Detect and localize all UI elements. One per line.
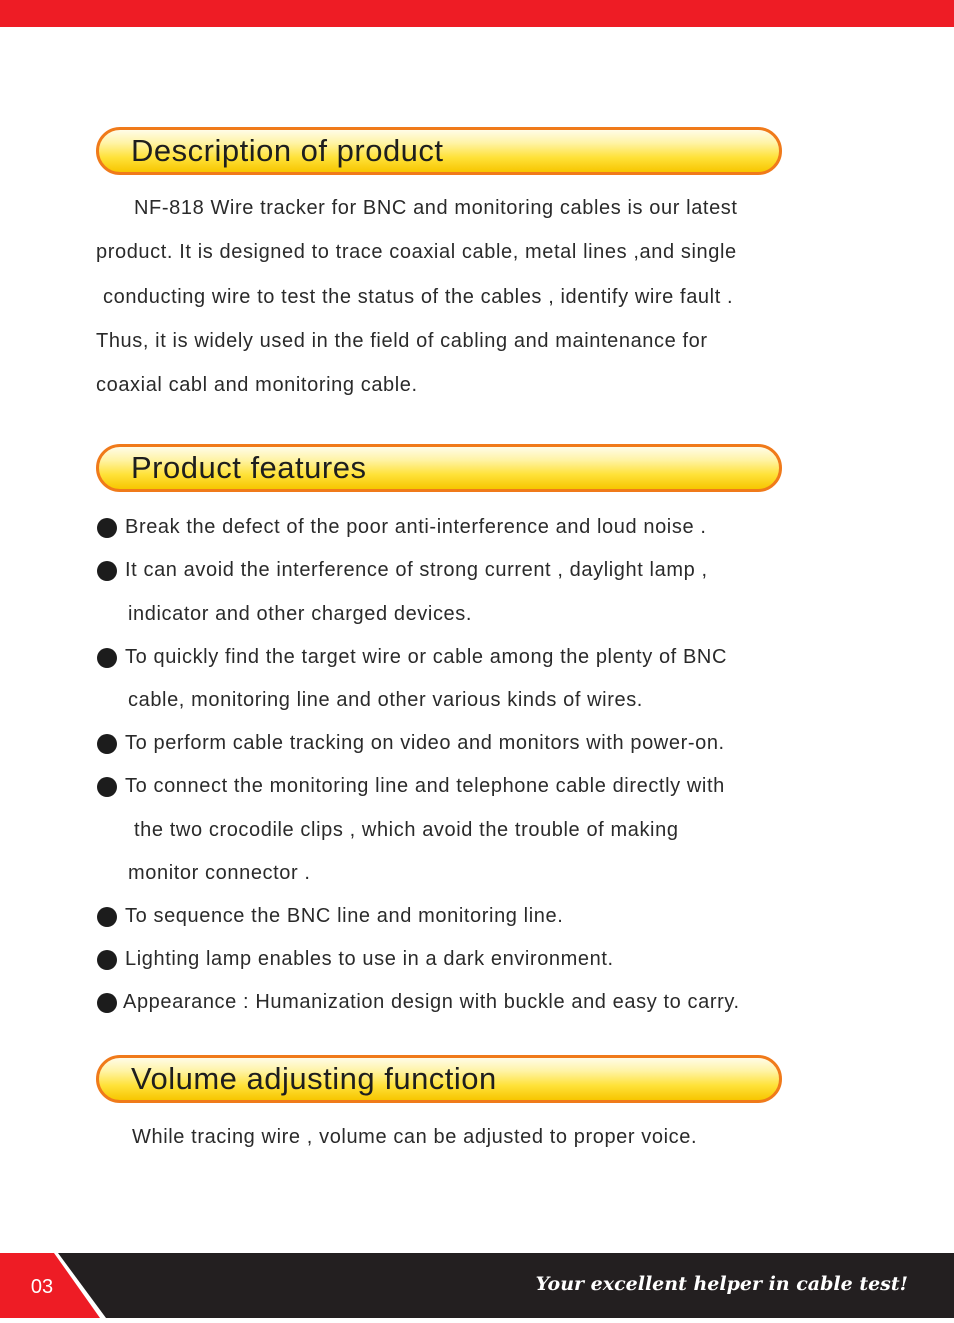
volume-line: While tracing wire , volume can be adjusted to proper voice. bbox=[132, 1126, 698, 1148]
description-section-title: Description of product bbox=[131, 133, 444, 168]
page-number: 03 bbox=[30, 1276, 54, 1298]
bullet-icon bbox=[97, 648, 117, 668]
description-line: coaxial cabl and monitoring cable. bbox=[96, 374, 418, 396]
description-section-header bbox=[96, 127, 782, 175]
bullet-icon bbox=[97, 561, 117, 581]
features-section-header bbox=[96, 444, 782, 492]
description-line: Thus, it is widely used in the field of cabling and maintenance for bbox=[96, 330, 708, 352]
features-section-title: Product features bbox=[131, 450, 367, 485]
description-line: conducting wire to test the status of the cables , identify wire fault . bbox=[103, 286, 734, 308]
feature-line: To perform cable tracking on video and monitors with power-on. bbox=[125, 732, 725, 754]
description-line: NF-818 Wire tracker for BNC and monitoring cables is our latest bbox=[134, 197, 738, 219]
volume-section-title: Volume adjusting function bbox=[131, 1061, 497, 1096]
top-accent-bar bbox=[0, 0, 954, 27]
feature-line: Appearance : Humanization design with buckle and easy to carry. bbox=[123, 991, 740, 1013]
footer-band bbox=[0, 1253, 954, 1318]
description-line: product. It is designed to trace coaxial cable, metal lines ,and single bbox=[96, 241, 737, 263]
feature-line: To sequence the BNC line and monitoring line. bbox=[125, 905, 564, 927]
bullet-icon bbox=[97, 993, 117, 1013]
bullet-icon bbox=[97, 907, 117, 927]
volume-section-header bbox=[96, 1055, 782, 1103]
bullet-icon bbox=[97, 518, 117, 538]
page-footer bbox=[0, 1253, 954, 1318]
footer-tagline: Your excellent helper in cable test! bbox=[535, 1273, 908, 1295]
feature-line: cable, monitoring line and other various kinds of wires. bbox=[128, 689, 643, 711]
feature-line: Break the defect of the poor anti-interference and loud noise . bbox=[125, 516, 707, 538]
feature-line: the two crocodile clips , which avoid the trouble of making bbox=[134, 819, 679, 841]
bullet-icon bbox=[97, 777, 117, 797]
feature-line: indicator and other charged devices. bbox=[128, 603, 473, 625]
bullet-icon bbox=[97, 734, 117, 754]
feature-line: To quickly find the target wire or cable among the plenty of BNC bbox=[125, 646, 728, 668]
feature-line: To connect the monitoring line and telephone cable directly with bbox=[125, 775, 725, 797]
feature-line: It can avoid the interference of strong current , daylight lamp , bbox=[125, 559, 708, 581]
bullet-icon bbox=[97, 950, 117, 970]
feature-line: Lighting lamp enables to use in a dark environment. bbox=[125, 948, 614, 970]
feature-line: monitor connector . bbox=[128, 862, 311, 884]
